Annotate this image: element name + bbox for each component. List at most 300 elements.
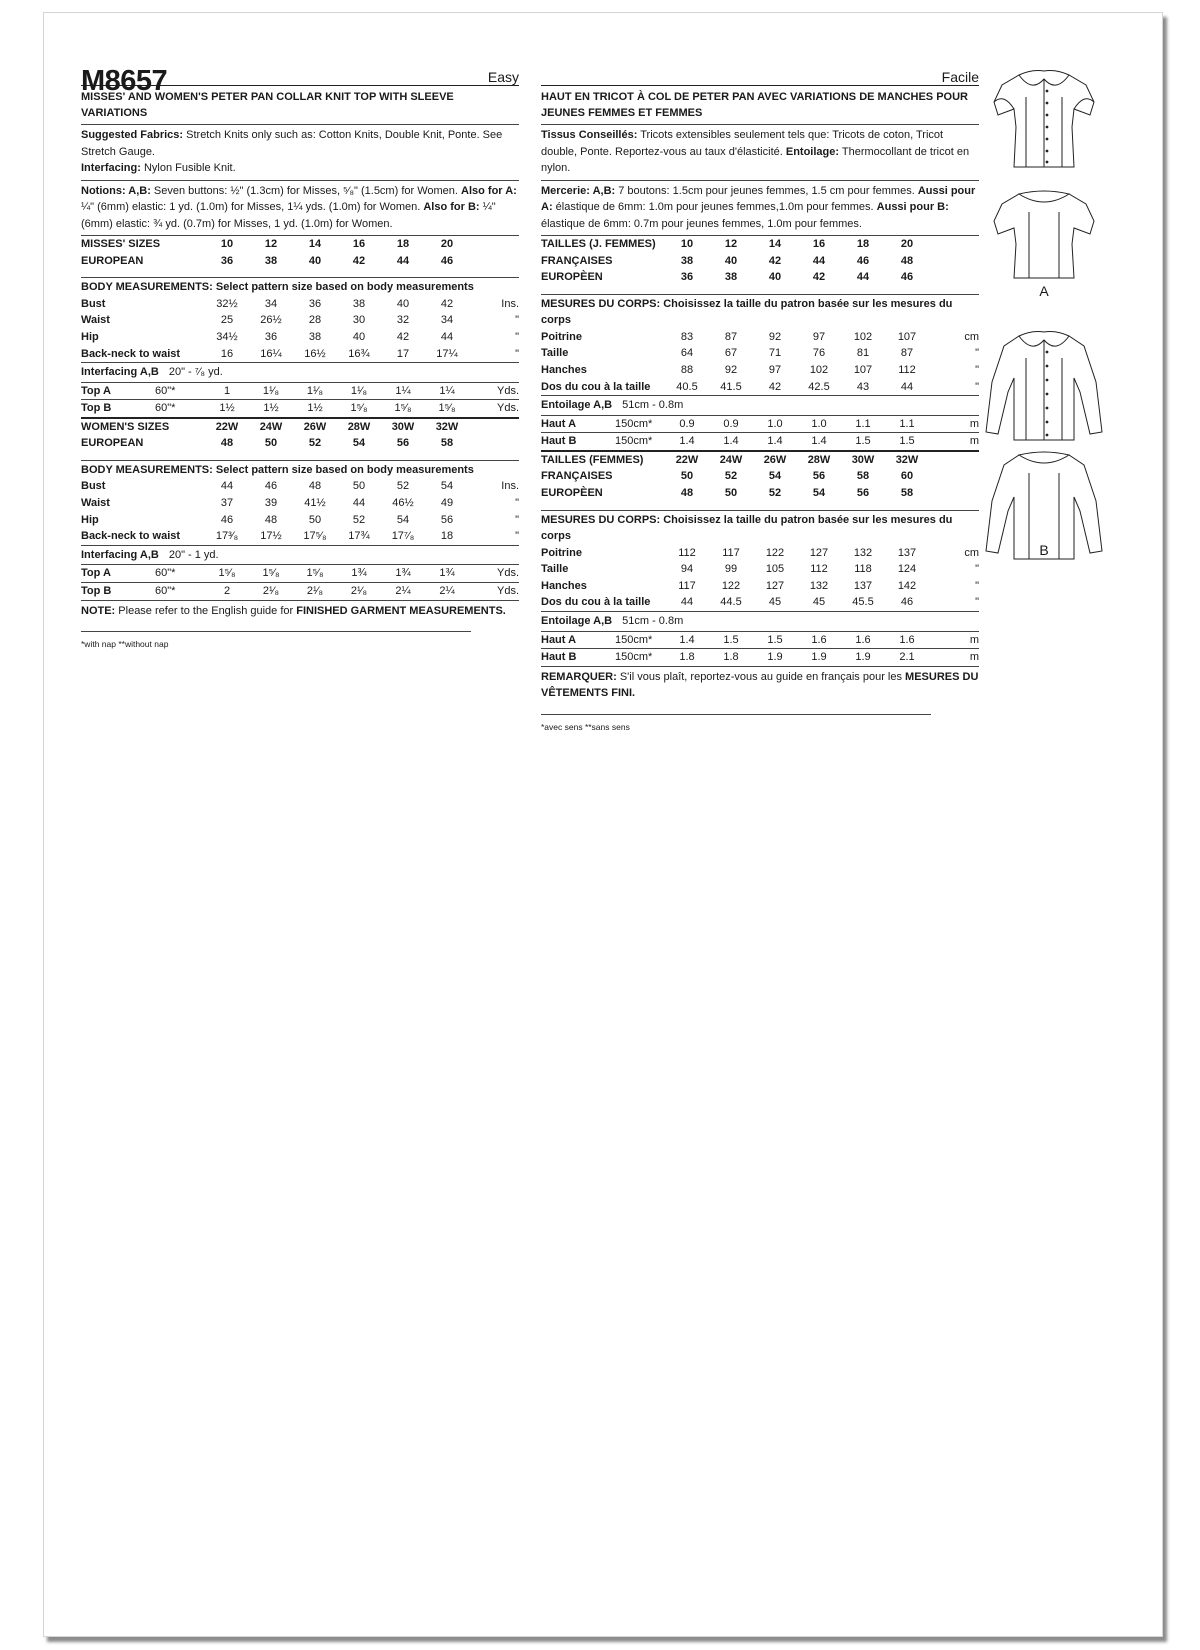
- measurement-value: 45: [768, 596, 782, 609]
- measurement-unit: ": [515, 530, 519, 543]
- measurement-value: 50: [308, 513, 322, 526]
- yardage-row: [81, 565, 519, 583]
- view-b-front-illustration: [964, 322, 1124, 447]
- yardage-value: 2¼: [381, 582, 425, 599]
- size-cell: 56: [396, 437, 410, 450]
- size-cell: 52: [308, 437, 322, 450]
- fabric-width: 60"*: [155, 584, 176, 597]
- yardage-value: 1¹⁄₈: [293, 382, 337, 400]
- measurement-label: Hanches: [541, 579, 587, 592]
- measurement-label: Waist: [81, 314, 110, 327]
- size-cell: 56: [856, 487, 870, 500]
- measurement-value: 102: [853, 330, 873, 343]
- notions-section: [541, 180, 979, 236]
- misses-size-chart: [81, 235, 519, 417]
- interfacing-text: Thermocollant de tricot en nylon.: [541, 145, 970, 174]
- measurement-value: 112: [810, 563, 828, 576]
- size-cell: 38: [264, 254, 278, 267]
- yardage-label: Top B: [81, 402, 112, 415]
- interfacing-value: 20" - ⁷⁄₈ yd.: [168, 366, 223, 379]
- size-cell: 36: [220, 254, 234, 267]
- measurement-value: 64: [680, 347, 694, 360]
- measurement-value: 46½: [392, 497, 414, 510]
- measurement-value: 42: [768, 380, 782, 393]
- yardage-value: 1.4: [665, 631, 709, 649]
- measurement-value: 37: [220, 497, 234, 510]
- body-measurements-header: BODY MEASUREMENTS: Select pattern size based on body measurements: [81, 277, 519, 296]
- measurement-value: 112: [678, 546, 696, 559]
- measurement-value: 142: [897, 579, 917, 592]
- women-size-chart: [81, 417, 519, 600]
- yardage-value: 1: [205, 382, 249, 400]
- measurement-value: 44: [440, 330, 454, 343]
- size-cell: 12: [264, 238, 278, 251]
- yardage-unit: Yds.: [469, 382, 519, 400]
- measurement-value: 16¼: [260, 347, 282, 360]
- measurement-value: 26½: [260, 314, 282, 327]
- size-cell: 52: [768, 487, 782, 500]
- yardage-value: 1½: [293, 400, 337, 417]
- yardage-unit: m: [929, 631, 979, 649]
- measurement-value: 92: [768, 330, 782, 343]
- measurement-unit: ": [515, 314, 519, 327]
- size-cell: 32W: [895, 453, 919, 466]
- measurement-value: 43: [856, 380, 870, 393]
- fabric-width: 150cm*: [615, 435, 653, 448]
- yardage-label-cell: [541, 415, 665, 433]
- size-row: [541, 269, 979, 286]
- women-size-chart: [541, 450, 979, 666]
- notions-also-a: Aussi pour A:: [541, 184, 976, 213]
- measurement-value: 94: [680, 563, 694, 576]
- measurement-label: Taille: [541, 347, 569, 360]
- size-cell: 58: [856, 470, 870, 483]
- measurement-value: 107: [853, 364, 873, 377]
- measurement-value: 16½: [304, 347, 326, 360]
- measurement-row: [541, 594, 979, 611]
- yardage-value: 1⁵⁄₈: [249, 565, 293, 583]
- measurement-value: 56: [440, 513, 454, 526]
- measurement-value: 17¾: [348, 530, 370, 543]
- measurement-value: 87: [724, 330, 738, 343]
- measurement-row: [541, 362, 979, 379]
- measurement-value: 88: [680, 364, 694, 377]
- measurement-value: 118: [854, 563, 872, 576]
- size-cell: 42: [768, 254, 782, 267]
- header: [541, 49, 979, 86]
- measurement-value: 17¼: [436, 347, 458, 360]
- measurement-value: 41.5: [720, 380, 742, 393]
- size-cell: 52: [724, 470, 738, 483]
- yardage-row: [81, 582, 519, 599]
- interfacing-row: [81, 362, 519, 382]
- size-cell: 22W: [215, 420, 239, 433]
- size-row: [541, 253, 979, 270]
- fabric-width: 150cm*: [615, 417, 653, 430]
- measurement-value: 17⁵⁄₈: [303, 530, 327, 543]
- yardage-label: Top B: [81, 584, 112, 597]
- size-cell: 32W: [435, 420, 459, 433]
- yardage-value: 1¹⁄₈: [249, 382, 293, 400]
- measurement-value: 28: [308, 314, 322, 327]
- yardage-unit: Yds.: [469, 565, 519, 583]
- size-row: [81, 435, 519, 452]
- pattern-code: M8657: [81, 64, 168, 97]
- measurement-row: [81, 345, 519, 362]
- measurement-row: [541, 545, 979, 562]
- yardage-value: 2¹⁄₈: [249, 582, 293, 599]
- interfacing-value: 20" - 1 yd.: [168, 548, 219, 561]
- measurement-label: Bust: [81, 297, 106, 310]
- size-row-label: MISSES' SIZES: [81, 238, 161, 251]
- measurement-unit: Ins.: [501, 480, 519, 493]
- size-cell: 40: [724, 254, 738, 267]
- measurement-value: 44.5: [720, 596, 742, 609]
- measurement-unit: ": [975, 347, 979, 360]
- yardage-label: Haut B: [541, 435, 577, 448]
- body-measurements-table: [81, 478, 519, 544]
- notions-section: [81, 180, 519, 236]
- measurement-unit: ": [975, 579, 979, 592]
- yardage-value: 2.1: [885, 649, 929, 666]
- yardage-row: [541, 415, 979, 433]
- size-cell: 46: [856, 254, 870, 267]
- measurement-label: Poitrine: [541, 546, 582, 559]
- yardage-unit: Yds.: [469, 400, 519, 417]
- size-row: [541, 236, 979, 253]
- size-row: [81, 253, 519, 270]
- yardage-row: [541, 649, 979, 666]
- notions-also-b: Also for B:: [423, 201, 480, 213]
- measurement-value: 42: [396, 330, 410, 343]
- measurement-value: 45: [812, 596, 826, 609]
- measurement-unit: ": [515, 513, 519, 526]
- measurement-value: 38: [352, 297, 366, 310]
- measurement-unit: ": [975, 364, 979, 377]
- measurement-row: [541, 345, 979, 362]
- interfacing-label: Interfacing A,B: [81, 366, 159, 379]
- size-cell: 44: [812, 254, 826, 267]
- measurement-row: [81, 495, 519, 512]
- yardage-label-cell: [541, 631, 665, 649]
- yardage-value: 1.9: [841, 649, 885, 666]
- pattern-sheet: [43, 12, 1163, 1637]
- size-row: [81, 236, 519, 253]
- measurement-label: Taille: [541, 563, 569, 576]
- measurement-label: Back-neck to waist: [81, 347, 181, 360]
- interfacing-label: Entoilage:: [785, 145, 840, 158]
- measurement-unit: ": [975, 596, 979, 609]
- measurement-value: 49: [440, 497, 454, 510]
- yardage-label: Top A: [81, 567, 111, 580]
- measurement-value: 39: [264, 497, 278, 510]
- size-cell: 20: [440, 238, 454, 251]
- size-cell: 44: [856, 271, 870, 284]
- size-cell: 16: [352, 238, 366, 251]
- size-cell: 50: [680, 470, 694, 483]
- size-cell: 38: [680, 254, 694, 267]
- measurement-value: 107: [897, 330, 917, 343]
- notions-label: Mercerie: A,B:: [541, 184, 616, 197]
- measurement-label: Hip: [81, 330, 99, 343]
- measurement-row: [541, 561, 979, 578]
- measurement-value: 34½: [216, 330, 238, 343]
- yardage-value: 1⁵⁄₈: [205, 565, 249, 583]
- yardage-value: 1.6: [797, 631, 841, 649]
- measurement-row: [81, 296, 519, 313]
- fabrics-label: Tissus Conseillés:: [541, 129, 638, 141]
- size-cell: 60: [900, 470, 914, 483]
- note: [81, 600, 519, 622]
- body-measurements-table: [81, 296, 519, 362]
- size-row: [541, 485, 979, 502]
- measurement-value: 48: [308, 480, 322, 493]
- size-cell: 48: [900, 254, 914, 267]
- yardage-value: 1.0: [797, 415, 841, 433]
- measurement-value: 44: [352, 497, 366, 510]
- measurement-value: 16: [220, 347, 234, 360]
- size-row-label: WOMEN'S SIZES: [81, 420, 170, 433]
- measurement-value: 52: [352, 513, 366, 526]
- yardage-value: 1½: [205, 400, 249, 417]
- size-cell: 18: [396, 238, 410, 251]
- yardage-value: 1.6: [841, 631, 885, 649]
- yardage-label-cell: [541, 649, 665, 666]
- size-cell: 26W: [303, 420, 327, 433]
- measurement-value: 34: [264, 297, 278, 310]
- measurement-value: 18: [440, 530, 454, 543]
- measurement-row: [81, 329, 519, 346]
- measurement-unit: ": [975, 563, 979, 576]
- yardage-value: 1.0: [753, 415, 797, 433]
- yardage-unit: m: [929, 415, 979, 433]
- size-cell: 42: [352, 254, 366, 267]
- yardage-table: [541, 631, 979, 666]
- misses-size-chart: [541, 235, 979, 450]
- interfacing-value: 51cm - 0.8m: [622, 399, 684, 412]
- interfacing-row: [541, 395, 979, 415]
- size-cell: 40: [308, 254, 322, 267]
- size-cell: 24W: [719, 453, 743, 466]
- yardage-label: Haut B: [541, 651, 577, 664]
- size-cell: 24W: [259, 420, 283, 433]
- size-row-label: EUROPEAN: [81, 437, 144, 450]
- measurement-row: [81, 512, 519, 529]
- size-cell: 26W: [763, 453, 787, 466]
- measurement-value: 87: [900, 347, 914, 360]
- size-cell: 44: [396, 254, 410, 267]
- size-cell: 30W: [851, 453, 875, 466]
- measurement-label: Hip: [81, 513, 99, 526]
- size-row-label: TAILLES (J. FEMMES): [541, 238, 656, 251]
- size-cell: 48: [680, 487, 694, 500]
- fabric-width: 150cm*: [615, 651, 653, 664]
- measurement-value: 41½: [304, 497, 326, 510]
- size-cell: 56: [812, 470, 826, 483]
- measurement-value: 44: [220, 480, 234, 493]
- yardage-value: 1¾: [381, 565, 425, 583]
- yardage-value: 1.1: [885, 415, 929, 433]
- measurement-value: 54: [396, 513, 410, 526]
- yardage-unit: m: [929, 433, 979, 450]
- size-cell: 30W: [391, 420, 415, 433]
- measurement-value: 83: [680, 330, 694, 343]
- empty-cell: [469, 236, 519, 253]
- yardage-value: 1¼: [425, 382, 469, 400]
- yardage-value: 1.8: [709, 649, 753, 666]
- yardage-value: 2¹⁄₈: [337, 582, 381, 599]
- interfacing-label: Interfacing A,B: [81, 548, 159, 561]
- yardage-table: [81, 382, 519, 417]
- size-cell: 46: [440, 254, 454, 267]
- interfacing-row: [81, 545, 519, 565]
- sizes-table: [81, 417, 519, 452]
- measurement-value: 46: [220, 513, 234, 526]
- fabrics-section: [81, 124, 519, 180]
- measurement-value: 54: [440, 480, 454, 493]
- measurement-value: 76: [812, 347, 826, 360]
- body-measurements-header: MESURES DU CORPS: Choisissez la taille du patron basée sur les mesures du corps: [541, 510, 979, 545]
- interfacing-label: Entoilage A,B: [541, 615, 613, 627]
- measurement-unit: ": [515, 330, 519, 343]
- yardage-value: 1¾: [425, 565, 469, 583]
- size-row-label: FRANÇAISES: [541, 254, 613, 267]
- notions-text: ¼" (6mm) elastic: ¾ yd. (0.7m) for Misses, 1 yd. (1.0m) for Women.: [81, 201, 496, 230]
- measurement-value: 92: [724, 364, 738, 377]
- yardage-label-cell: [81, 400, 205, 417]
- measurement-row: [541, 329, 979, 346]
- yardage-value: 1.5: [885, 433, 929, 450]
- measurement-value: 122: [721, 579, 741, 592]
- yardage-label-cell: [81, 382, 205, 400]
- note-label: NOTE:: [81, 604, 116, 617]
- measurement-value: 67: [724, 347, 738, 360]
- notions-text: ¼" (6mm) elastic: 1 yd. (1.0m) for Misses, 1¼ yds. (1.0m) for Women.: [81, 201, 424, 213]
- measurement-value: 40.5: [676, 380, 698, 393]
- size-cell: 14: [768, 238, 782, 251]
- fabric-width: 60"*: [155, 567, 176, 580]
- body-measurements-header: MESURES DU CORPS: Choisissez la taille du patron basée sur les mesures du corps: [541, 294, 979, 329]
- measurement-unit: cm: [964, 546, 979, 559]
- size-cell: 20: [900, 238, 914, 251]
- yardage-row: [541, 631, 979, 649]
- notions-label: Notions: A,B:: [81, 184, 151, 197]
- yardage-row: [541, 433, 979, 450]
- fabrics-text: Tricots extensibles seulement tels que: Tricots de coton, Tricot double, Ponte. Reportez-vous au taux d'élasticité.: [541, 129, 944, 158]
- yardage-label: Haut A: [541, 633, 577, 646]
- interfacing-label: Entoilage A,B: [541, 399, 613, 412]
- size-cell: 38: [724, 271, 738, 284]
- body-measurements-table: [541, 329, 979, 395]
- yardage-unit: m: [929, 649, 979, 666]
- empty-cell: [469, 253, 519, 270]
- view-b-label: B: [1039, 542, 1049, 558]
- measurement-value: 38: [308, 330, 322, 343]
- measurement-label: Waist: [81, 497, 110, 510]
- size-cell: 50: [724, 487, 738, 500]
- measurement-label: Poitrine: [541, 330, 582, 343]
- notions-also-a: Also for A:: [461, 184, 517, 197]
- yardage-value: 2¹⁄₈: [293, 582, 337, 599]
- yardage-label: Top A: [81, 384, 111, 397]
- notions-text: élastique de 6mm: 1.0m pour jeunes femmes,1.0m pour femmes.: [552, 201, 877, 213]
- size-cell: 36: [680, 271, 694, 284]
- measurement-value: 97: [812, 330, 826, 343]
- pattern-title: HAUT EN TRICOT À COL DE PETER PAN AVEC VARIATIONS DE MANCHES POUR JEUNES FEMMES ET FEMMES: [541, 91, 968, 119]
- yardage-value: 1.1: [841, 415, 885, 433]
- note-label: REMARQUER:: [541, 670, 617, 683]
- size-cell: 10: [680, 238, 694, 251]
- measurement-value: 32: [396, 314, 410, 327]
- measurement-value: 16¾: [348, 347, 370, 360]
- measurement-unit: ": [515, 347, 519, 360]
- measurement-value: 52: [396, 480, 410, 493]
- size-cell: 10: [220, 238, 234, 251]
- french-column: [541, 49, 979, 735]
- yardage-label-cell: [541, 433, 665, 450]
- interfacing-text: Nylon Fusible Knit.: [140, 162, 236, 174]
- yardage-value: 1.5: [709, 631, 753, 649]
- yardage-value: 1.8: [665, 649, 709, 666]
- yardage-row: [81, 382, 519, 400]
- body-measurements-table: [541, 545, 979, 611]
- measurement-value: 105: [765, 563, 785, 576]
- measurement-value: 117: [722, 546, 740, 559]
- yardage-label-cell: [81, 582, 205, 599]
- measurement-value: 42: [440, 297, 454, 310]
- measurement-value: 17½: [260, 530, 282, 543]
- notions-text: élastique de 6mm: 0.7m pour jeunes femmes, 1.0m pour femmes.: [541, 217, 862, 230]
- measurement-value: 137: [897, 546, 917, 559]
- measurement-label: Dos du cou à la taille: [541, 596, 651, 609]
- difficulty-level: Easy: [487, 68, 519, 85]
- measurement-value: 117: [678, 579, 696, 592]
- yardage-value: 1.9: [797, 649, 841, 666]
- yardage-value: 1¼: [381, 382, 425, 400]
- measurement-row: [541, 379, 979, 396]
- measurement-unit: Ins.: [501, 297, 519, 310]
- measurement-label: Hanches: [541, 364, 587, 377]
- body-measurements-header: BODY MEASUREMENTS: Select pattern size based on body measurements: [81, 460, 519, 479]
- yardage-label-cell: [81, 565, 205, 583]
- pattern-title: MISSES' AND WOMEN'S PETER PAN COLLAR KNIT TOP WITH SLEEVE VARIATIONS: [81, 91, 454, 119]
- measurement-value: 127: [765, 579, 785, 592]
- measurement-value: 30: [352, 314, 366, 327]
- yardage-value: 1.6: [885, 631, 929, 649]
- measurement-value: 42.5: [808, 380, 830, 393]
- sizes-table: [81, 235, 519, 269]
- measurement-unit: ": [515, 497, 519, 510]
- fabric-width: 60"*: [155, 402, 176, 415]
- fabric-width: 60"*: [155, 384, 176, 397]
- yardage-value: 1.9: [753, 649, 797, 666]
- yardage-value: 1½: [249, 400, 293, 417]
- measurement-unit: ": [975, 380, 979, 393]
- measurement-value: 112: [898, 364, 916, 377]
- view-a-front-illustration: [964, 57, 1124, 182]
- measurement-value: 17³⁄₈: [215, 530, 239, 543]
- size-cell: 46: [900, 271, 914, 284]
- size-cell: 48: [220, 437, 234, 450]
- size-row-label: TAILLES (FEMMES): [541, 453, 644, 466]
- measurement-value: 124: [897, 563, 917, 576]
- size-cell: 58: [900, 487, 914, 500]
- measurement-value: 40: [396, 297, 410, 310]
- measurement-value: 127: [809, 546, 829, 559]
- yardage-value: 1⁵⁄₈: [381, 400, 425, 417]
- english-column: [81, 49, 519, 653]
- measurement-value: 44: [680, 596, 694, 609]
